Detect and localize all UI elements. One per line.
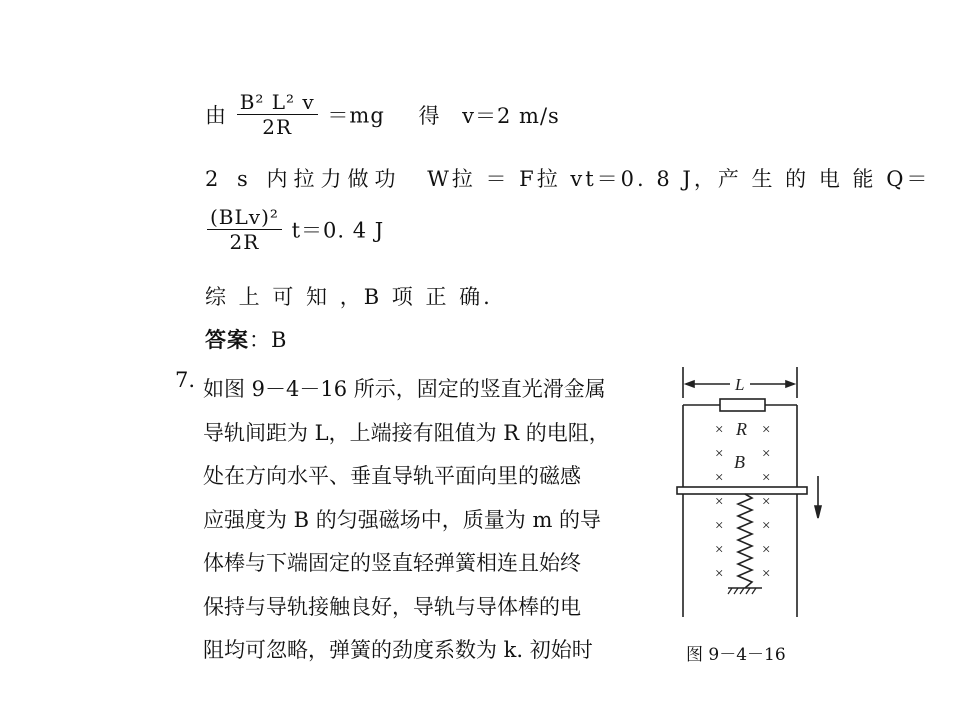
svg-text:×: × xyxy=(762,422,771,438)
problem-number: 7. xyxy=(175,368,196,392)
svg-text:×: × xyxy=(762,518,771,534)
fraction-numerator: B² L² v xyxy=(237,90,318,115)
fraction-denominator: 2R xyxy=(262,115,293,139)
conclusion-text: 综 上 可 知 ，B 项 正 确. xyxy=(205,285,493,309)
svg-text:×: × xyxy=(762,446,771,462)
result-value: v＝2 m/s xyxy=(462,103,560,128)
problem-line: 保持与导轨接触良好，导轨与导体棒的电 xyxy=(203,594,581,619)
conductor-bar xyxy=(677,487,807,494)
problem-line: 导轨间距为 L，上端接有阻值为 R 的电阻， xyxy=(203,420,610,445)
problem-line: 处在方向水平、垂直导轨平面向里的磁感 xyxy=(203,464,581,488)
label-B: B xyxy=(734,452,745,472)
resistor-icon xyxy=(720,399,765,411)
label-L: L xyxy=(735,375,745,394)
svg-text:×: × xyxy=(762,494,771,510)
svg-text:×: × xyxy=(715,422,724,438)
text-prefix: 由 xyxy=(205,103,227,128)
problem-line: 应强度为 B 的匀强磁场中，质量为 m 的导 xyxy=(203,507,602,532)
work-text: 2 s 内拉力做功 xyxy=(205,167,402,191)
label-R: R xyxy=(736,419,747,439)
problem-line: 如图 9－4－16 所示，固定的竖直光滑金属 xyxy=(203,377,606,401)
answer-value: ：B xyxy=(249,328,288,352)
figure-caption: 图 9－4－16 xyxy=(686,645,786,665)
spring-icon xyxy=(738,494,752,588)
svg-text:×: × xyxy=(762,542,771,558)
svg-text:×: × xyxy=(762,566,771,582)
svg-text:×: × xyxy=(715,542,724,558)
work-equation: W拉 ＝ F拉 vt＝0. 8 J，产 生 的 电 能 Q＝ xyxy=(427,167,931,191)
problem-line: 阻均可忽略，弹簧的劲度系数为 k. 初始时 xyxy=(203,638,593,662)
fraction-denominator: 2R xyxy=(229,230,260,254)
fraction-numerator: (BLv)² xyxy=(207,205,282,230)
arrow-down-icon xyxy=(815,506,821,518)
answer-label: 答案 xyxy=(205,328,249,352)
energy-result: t＝0. 4 J xyxy=(291,218,385,243)
svg-text:×: × xyxy=(715,518,724,534)
equation-rhs: ＝mg xyxy=(327,103,385,128)
svg-text:×: × xyxy=(762,470,771,486)
svg-text:×: × xyxy=(715,470,724,486)
problem-line: 体棒与下端固定的竖直轻弹簧相连且始终 xyxy=(203,551,581,575)
result-label: 得 xyxy=(418,103,441,128)
svg-text:×: × xyxy=(715,494,724,510)
svg-text:×: × xyxy=(715,446,724,462)
svg-text:×: × xyxy=(715,566,724,582)
